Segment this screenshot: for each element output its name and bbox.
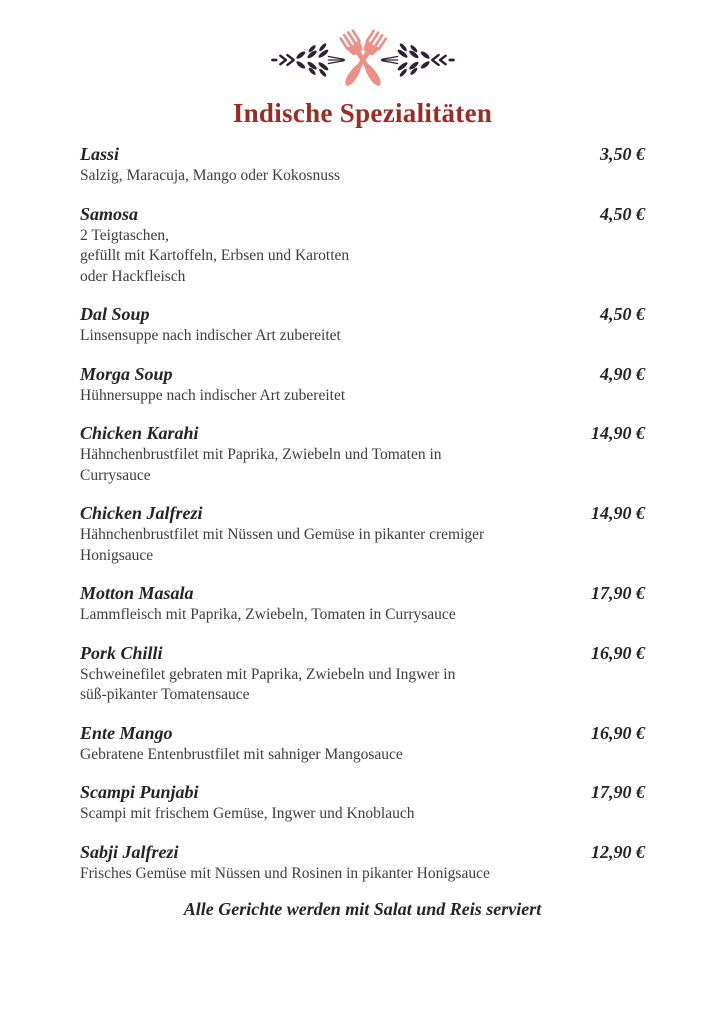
- item-name: Morga Soup: [80, 363, 173, 384]
- item-name: Chicken Karahi: [80, 423, 199, 443]
- item-price: 4,50 €: [600, 203, 645, 224]
- item-name: Scampi Punjabi: [80, 782, 199, 802]
- menu-item-row: [80, 641, 645, 665]
- item-price: 17,90 €: [591, 782, 645, 802]
- menu-item: [80, 142, 645, 187]
- menu-item: [80, 840, 645, 885]
- item-name: Motton Masala: [80, 583, 194, 603]
- item-price: 14,90 €: [591, 503, 645, 523]
- item-price: 17,90 €: [591, 583, 645, 603]
- item-description: Hähnchenbrustfilet mit Nüssen und Gemüse in pikanter cremiger Honigsauce: [80, 526, 485, 564]
- item-price: 4,90 €: [600, 363, 645, 384]
- menu-item: [80, 421, 645, 486]
- item-description: Linsensuppe nach indischer Art zubereitet: [80, 327, 341, 344]
- item-price: 3,50 €: [600, 144, 645, 164]
- item-price: 16,90 €: [591, 722, 645, 743]
- item-name: Ente Mango: [80, 722, 173, 743]
- menu-item-row: [80, 721, 645, 745]
- menu-item-row: [80, 501, 645, 525]
- menu-item: [80, 362, 645, 407]
- item-description: Frisches Gemüse mit Nüssen und Rosinen in pikanter Honigsauce: [80, 864, 490, 882]
- item-description: Scampi mit frischem Gemüse, Ingwer und Knoblauch: [80, 805, 415, 822]
- menu-item: [80, 302, 645, 347]
- menu-item: [80, 641, 645, 706]
- menu-footer-note: Alle Gerichte werden mit Salat und Reis serviert: [183, 899, 542, 919]
- item-description: Salzig, Maracuja, Mango oder Kokosnuss: [80, 167, 341, 184]
- item-description: Hähnchenbrustfilet mit Paprika, Zwiebeln und Tomaten in Currysauce: [80, 446, 442, 484]
- menu-item-row: [80, 362, 645, 386]
- item-price: 12,90 €: [591, 841, 645, 862]
- item-name: Chicken Jalfrezi: [80, 503, 203, 523]
- menu-item-row: [80, 581, 645, 605]
- item-name: Lassi: [80, 144, 120, 164]
- item-description: 2 Teigtaschen, gefüllt mit Kartoffeln, Erbsen und Karotten oder Hackfleisch: [80, 226, 350, 285]
- item-description: Schweinefilet gebraten mit Paprika, Zwiebeln und Ingwer in süß-pikanter Tomatensauce: [80, 665, 456, 703]
- item-name: Sabji Jalfrezi: [80, 841, 179, 862]
- menu-item-row: [80, 780, 645, 804]
- item-price: 14,90 €: [591, 423, 645, 443]
- menu-item: [80, 501, 645, 566]
- menu-item-row: [80, 202, 645, 226]
- item-description: Hühnersuppe nach indischer Art zubereitet: [80, 386, 346, 404]
- menu-item-row: [80, 142, 645, 166]
- item-price: 16,90 €: [591, 642, 645, 663]
- menu-item-row: [80, 421, 645, 445]
- crossed-forks-with-laurel-icon: [257, 24, 469, 96]
- item-description: Gebratene Entenbrustfilet mit sahniger Mangosauce: [80, 745, 403, 763]
- item-description: Lammfleisch mit Paprika, Zwiebeln, Tomaten in Currysauce: [80, 606, 456, 623]
- item-price: 4,50 €: [600, 304, 645, 324]
- menu-item-row: [80, 302, 645, 326]
- item-name: Dal Soup: [80, 304, 150, 324]
- page-title: Indische Spezialitäten: [232, 98, 493, 128]
- menu-item: [80, 721, 645, 766]
- item-name: Samosa: [80, 203, 139, 224]
- item-name: Pork Chilli: [80, 642, 163, 663]
- menu-item: [80, 581, 645, 626]
- menu-item: [80, 780, 645, 825]
- menu-item-row: [80, 840, 645, 864]
- menu-list: [80, 142, 645, 884]
- menu-item: [80, 202, 645, 288]
- menu-header: [80, 24, 645, 129]
